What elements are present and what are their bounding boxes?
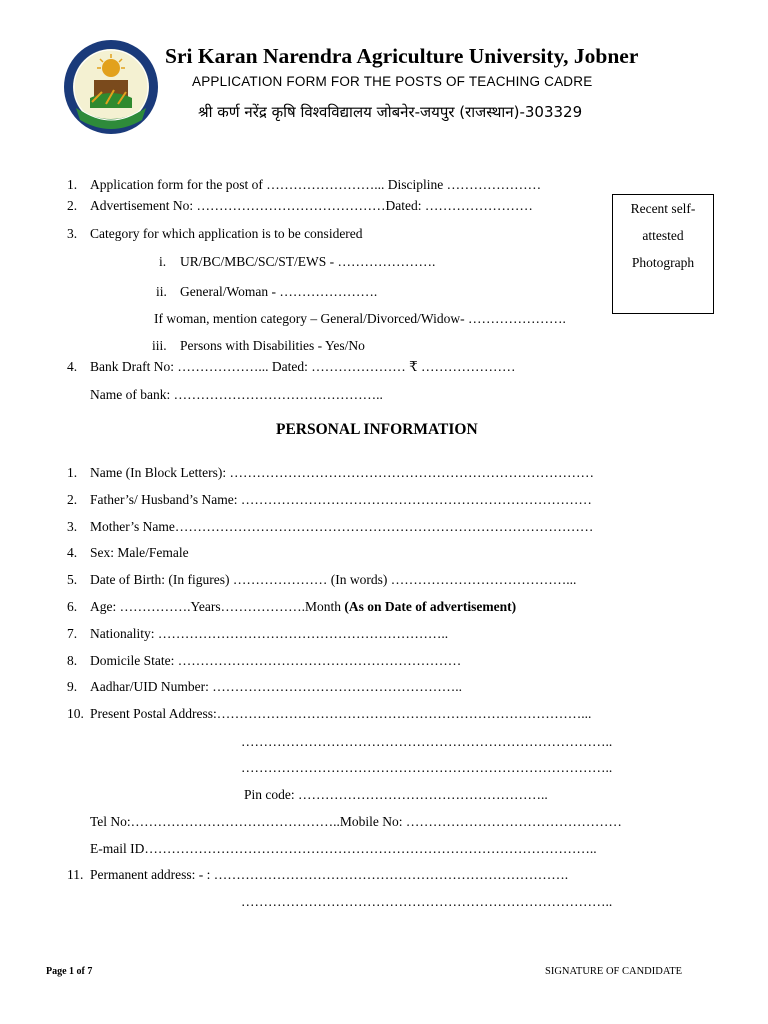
name-num: 1. — [67, 465, 78, 480]
category-num: 3. — [67, 226, 78, 241]
permanent-address-line2[interactable]: ……………………………………………………………………….. — [241, 894, 613, 909]
category-ii-field[interactable]: General/Woman - …………………. — [180, 284, 378, 299]
name-field[interactable]: Name (In Block Letters): ……………………………………………………………………… — [90, 465, 594, 480]
woman-category-field[interactable]: If woman, mention category – General/Divorced/Widow- …………………. — [154, 311, 566, 326]
permanent-address-field[interactable]: Permanent address: - : ……………………………………………………………………. — [90, 867, 569, 882]
signature-label: SIGNATURE OF CANDIDATE — [545, 966, 683, 977]
pincode-field[interactable]: Pin code: ……………………………………………….. — [244, 787, 548, 802]
post-field[interactable]: Application form for the post of ……………………... Discipline ………………… — [90, 177, 542, 192]
form-title: APPLICATION FORM FOR THE POSTS OF TEACHING CADRE — [192, 74, 593, 89]
age-note: (As on Date of advertisement) — [344, 599, 517, 614]
category-iii-num: iii. — [152, 338, 167, 353]
present-address-line3[interactable]: ……………………………………………………………………….. — [241, 760, 613, 775]
disability-field[interactable]: Persons with Disabilities - Yes/No — [180, 338, 365, 353]
father-num: 2. — [67, 492, 78, 507]
phone-field[interactable]: Tel No:………………………………………..Mobile No: ………………………………………… — [90, 814, 622, 829]
bank-draft-num: 4. — [67, 359, 78, 374]
age-field[interactable] — [90, 599, 516, 615]
address-num: 10. — [67, 706, 84, 721]
dob-num: 5. — [67, 572, 78, 587]
page-current: 1 — [69, 966, 75, 977]
present-address-field[interactable]: Present Postal Address:………………………………………………………………………... — [90, 706, 592, 721]
mother-num: 3. — [67, 519, 78, 534]
university-emblem-icon — [62, 38, 160, 136]
mother-name-field[interactable]: Mother’s Name………………………………………………………………………………… — [90, 519, 594, 534]
age-text: Age: …………….Years……………….Month — [90, 599, 342, 614]
page-number — [46, 966, 92, 978]
page-label: Page — [46, 966, 67, 977]
page-of: of — [76, 966, 85, 977]
aadhar-num: 9. — [67, 679, 78, 694]
category-i-field[interactable]: UR/BC/MBC/SC/ST/EWS - …………………. — [180, 254, 436, 269]
permanent-num: 11. — [67, 867, 84, 882]
category-ii-num: ii. — [156, 284, 167, 299]
age-num: 6. — [67, 599, 78, 614]
category-i-num: i. — [159, 254, 167, 269]
university-title: Sri Karan Narendra Agriculture University, Jobner — [165, 44, 639, 68]
sex-num: 4. — [67, 545, 78, 560]
aadhar-field[interactable]: Aadhar/UID Number: ……………………………………………….. — [90, 679, 462, 694]
advertisement-num: 2. — [67, 198, 78, 213]
nationality-num: 7. — [67, 626, 78, 641]
page-total: 7 — [87, 966, 93, 977]
photo-label-line2: attested — [642, 228, 684, 243]
photo-label-line3: Photograph — [631, 255, 695, 270]
dob-field[interactable]: Date of Birth: (In figures) ………………… (In words) …………………………………... — [90, 572, 577, 587]
bank-draft-field[interactable]: Bank Draft No: ………………... Dated: ………………… ₹ ………………… — [90, 359, 516, 374]
photo-box[interactable] — [612, 194, 714, 314]
hindi-address: श्री कर्ण नरेंद्र कृषि विश्वविद्यालय जोबनेर-जयपुर (राजस्थान)-303329 — [198, 103, 583, 121]
section-title: PERSONAL INFORMATION — [276, 421, 478, 438]
bank-name-field[interactable]: Name of bank: ……………………………………….. — [90, 387, 383, 402]
father-name-field[interactable]: Father’s/ Husband’s Name: …………………………………………………………………… — [90, 492, 592, 507]
advertisement-field[interactable]: Advertisement No: ……………………………………Dated: …………………… — [90, 198, 533, 213]
category-label: Category for which application is to be considered — [90, 226, 363, 241]
domicile-num: 8. — [67, 653, 78, 668]
email-field[interactable]: E-mail ID……………………………………………………………………………………….. — [90, 841, 597, 856]
nationality-field[interactable]: Nationality: ……………………………………………………….. — [90, 626, 449, 641]
post-num: 1. — [67, 177, 78, 192]
domicile-field[interactable]: Domicile State: ……………………………………………………… — [90, 653, 462, 668]
photo-label-line1: Recent self- — [630, 201, 696, 216]
sex-field[interactable]: Sex: Male/Female — [90, 545, 189, 560]
present-address-line2[interactable]: ……………………………………………………………………….. — [241, 734, 613, 749]
